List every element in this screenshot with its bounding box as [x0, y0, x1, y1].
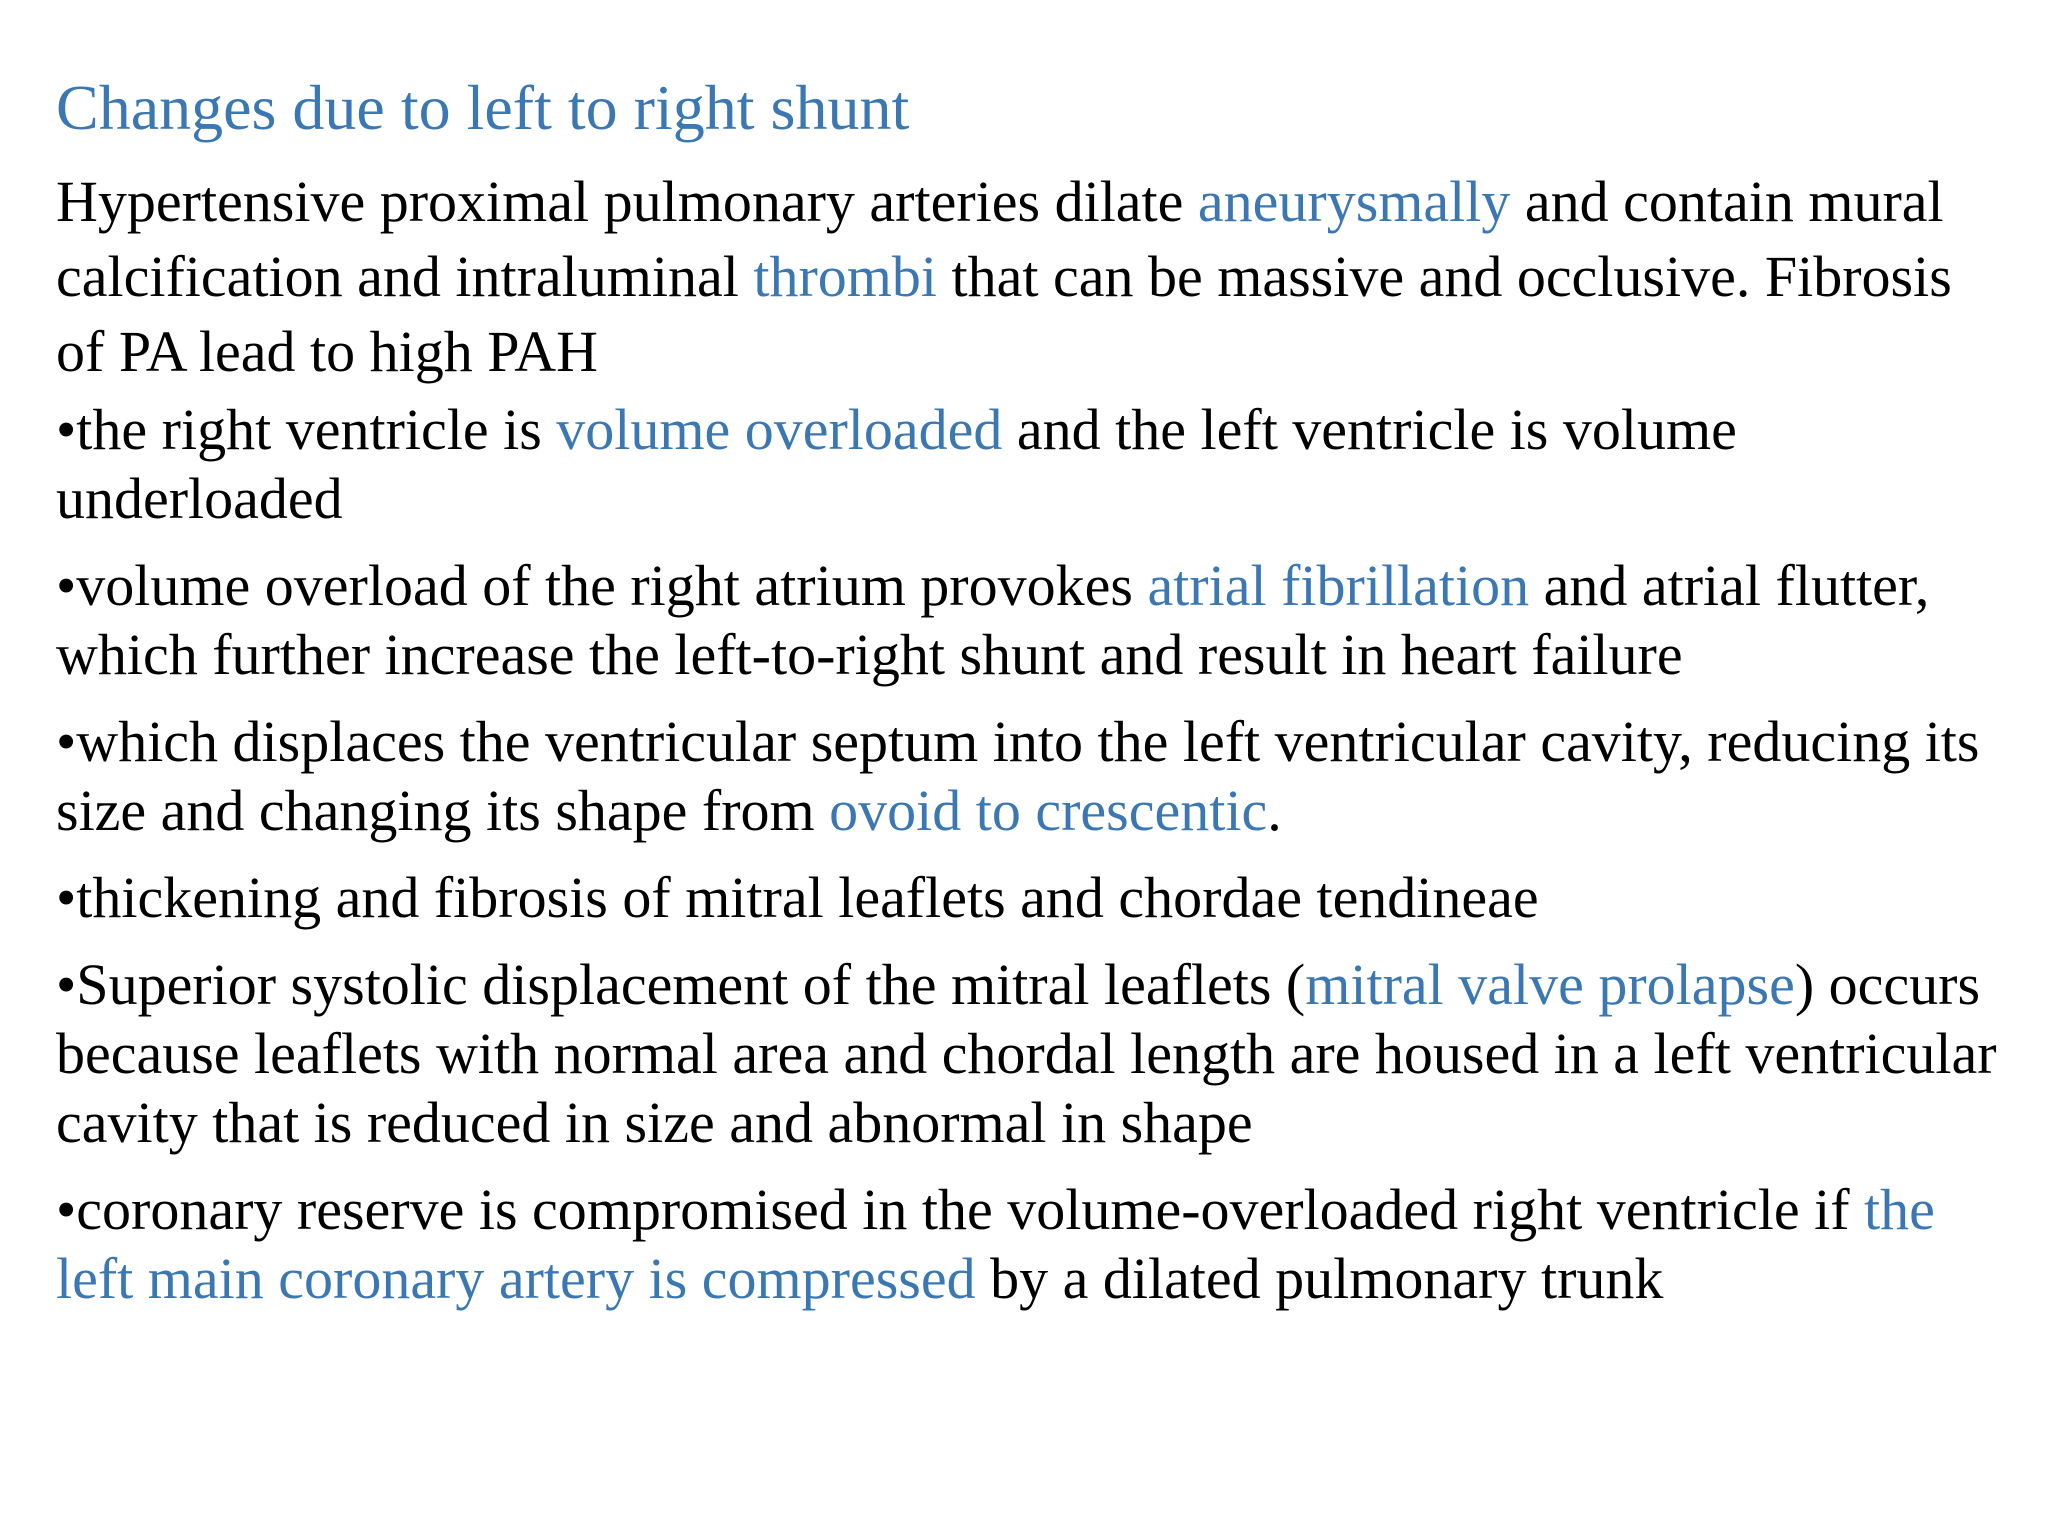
bullet-highlight: the left main coronary artery is compressed	[56, 1177, 1935, 1311]
bullet-text-post: and atrial flutter, which further increase the left-to-right shunt and result in heart failure	[56, 553, 1930, 687]
bullet-text-pre: •Superior systolic displacement of the mitral leaflets (	[56, 952, 1306, 1017]
bullet-item-5	[56, 950, 2008, 1157]
bullet-text-pre: •coronary reserve is compromised in the volume-overloaded right ventricle if	[56, 1177, 1865, 1242]
slide-title: Changes due to left to right shunt	[56, 72, 910, 143]
bullet-highlight: mitral valve prolapse	[1305, 952, 1795, 1017]
bullet-item-6	[56, 1175, 2008, 1313]
intro-text-1: Hypertensive proximal pulmonary arteries dilate	[56, 169, 1198, 234]
bullet-highlight: atrial fibrillation	[1147, 553, 1530, 618]
intro-text-3: that can be massive and occlusive. Fibrosis of PA lead to high PAH	[56, 244, 1952, 384]
intro-text-2: and contain mural calcification and intraluminal	[56, 169, 1944, 309]
bullet-text-pre: •which displaces the ventricular septum into the left ventricular cavity, reducing its size and changing its shape from	[56, 709, 1980, 843]
bullet-text-pre: •volume overload of the right atrium provokes	[56, 553, 1148, 618]
intro-paragraph	[56, 164, 2008, 389]
bullet-text-post: and the left ventricle is volume underloaded	[56, 397, 1737, 531]
bullet-item-1	[56, 395, 2008, 533]
bullet-text-post: by a dilated pulmonary trunk	[975, 1246, 1664, 1311]
bullet-highlight: ovoid to crescentic	[829, 778, 1268, 843]
bullet-text-post: .	[1267, 778, 1282, 843]
bullet-text-post: ) occurs because leaflets with normal area and chordal length are housed in a left ventricular cavity that is reduced in size and abnormal in shape	[56, 952, 1997, 1155]
intro-highlight-thrombi: thrombi	[753, 244, 938, 309]
bullet-text-pre: •the right ventricle is	[56, 397, 557, 462]
bullet-highlight: volume overloaded	[556, 397, 1003, 462]
bullet-item-4	[56, 863, 2008, 932]
intro-highlight-aneurysmally: aneurysmally	[1197, 169, 1511, 234]
bullet-item-3	[56, 707, 2008, 845]
bullet-text: •thickening and fibrosis of mitral leaflets and chordae tendineae	[56, 865, 1539, 930]
bullet-item-2	[56, 551, 2008, 689]
